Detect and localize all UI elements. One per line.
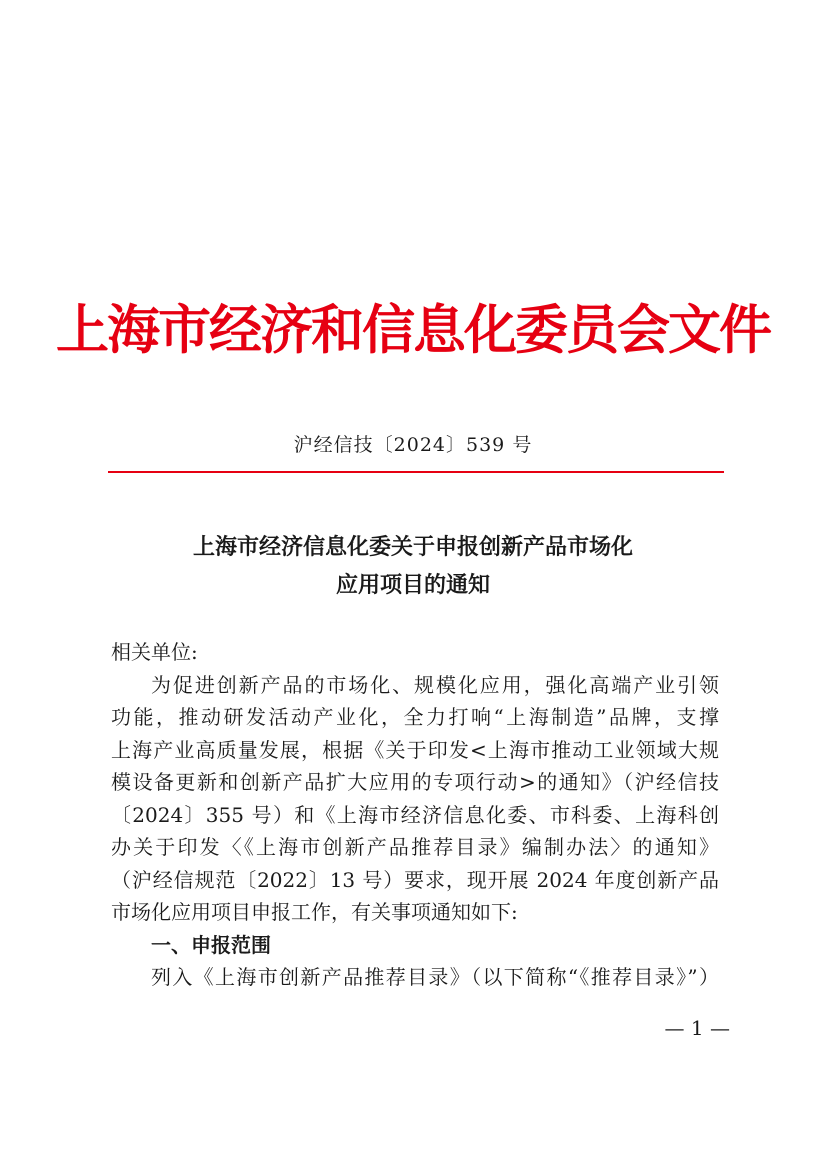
paragraph-line: 〔2024〕355 号）和《上海市经济信息化委、市科委、上海科创 bbox=[111, 802, 719, 827]
page-number: — 1 — bbox=[664, 1016, 730, 1040]
paragraph-line: （沪经信规范〔2022〕13 号）要求，现开展 2024 年度创新产品 bbox=[111, 867, 719, 892]
salutation: 相关单位: bbox=[111, 640, 198, 664]
issuing-authority-header: 上海市经济和信息化委员会文件 bbox=[56, 299, 770, 361]
paragraph-line: 模设备更新和创新产品扩大应用的专项行动>的通知》（沪经信技 bbox=[111, 770, 719, 794]
paragraph-line: 办关于印发〈《上海市创新产品推荐目录》编制办法〉的通知》 bbox=[111, 835, 719, 859]
paragraph-line: 列入《上海市创新产品推荐目录》（以下简称“《推荐目录》”） bbox=[151, 965, 719, 989]
section-heading-scope: 一、申报范围 bbox=[151, 932, 271, 957]
paragraph-line: 上海产业高质量发展，根据《关于印发<上海市推动工业领域大规 bbox=[111, 737, 719, 762]
notice-title-line-1: 上海市经济信息化委关于申报创新产品市场化 bbox=[192, 534, 633, 560]
notice-body bbox=[111, 636, 719, 994]
paragraph-line: 为促进创新产品的市场化、规模化应用，强化高端产业引领 bbox=[151, 672, 719, 697]
paragraph-line: 市场化应用项目申报工作，有关事项通知如下: bbox=[111, 900, 518, 924]
paragraph-line: 功能，推动研发活动产业化，全力打响“上海制造”品牌，支撑 bbox=[111, 705, 719, 729]
notice-title-line-2: 应用项目的通知 bbox=[335, 572, 490, 598]
red-separator-line bbox=[108, 471, 724, 473]
notice-title bbox=[0, 528, 826, 604]
document-number: 沪经信技〔2024〕539 号 bbox=[293, 434, 533, 456]
